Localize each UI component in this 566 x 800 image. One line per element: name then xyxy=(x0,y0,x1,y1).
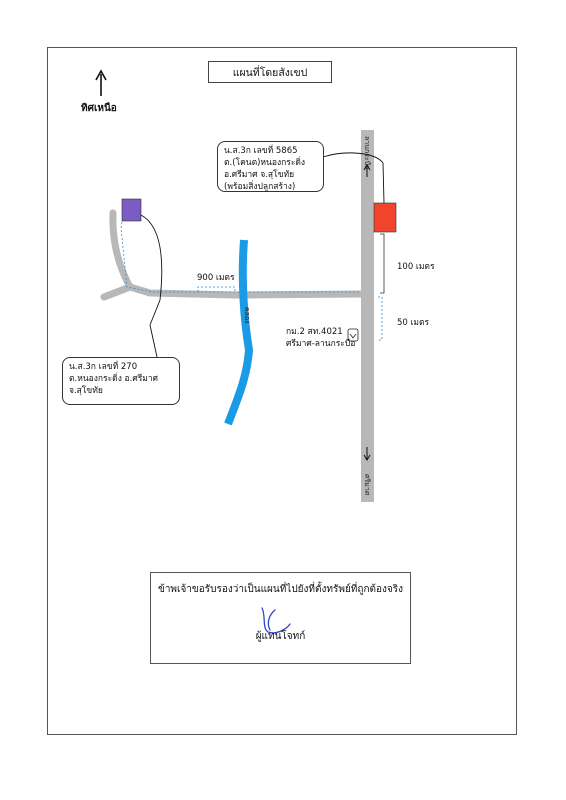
branch-road xyxy=(113,213,130,287)
property-bottom-marker xyxy=(122,199,141,221)
distance-100-bracket xyxy=(380,234,384,293)
callout-top-line3: อ.ศรีมาศ จ.สุโขทัย xyxy=(224,170,295,180)
road-south-label: ศรีมาศ xyxy=(363,474,371,496)
main-road xyxy=(361,130,374,502)
callout-bottom-line1: น.ส.3ก เลขที่ 270 xyxy=(69,362,138,372)
north-arrow-icon xyxy=(96,71,106,96)
callout-bottom-property xyxy=(62,357,180,405)
callout-top-property xyxy=(217,141,324,192)
callout-top-line2: ต.(โคนต)หนองกระดิ่ง xyxy=(224,158,306,168)
km-marker-line2: ศรีมาศ-ลานกระบือ xyxy=(286,339,356,349)
leader-line-bottom xyxy=(141,215,162,357)
distance-100-label: 100 เมตร xyxy=(397,262,435,272)
canal-label: คลอง xyxy=(243,307,251,324)
signer-label: ผู้แทนโจทก์ xyxy=(255,631,306,642)
km-marker-label xyxy=(286,326,355,350)
road-north-label: ลานกระบือ xyxy=(363,136,371,170)
certification-box xyxy=(150,572,411,664)
certification-text: ข้าพเจ้าขอรับรองว่าเป็นแผนที่ไปยังที่ตั้งทรัพย์ที่ถูกต้องจริง xyxy=(157,584,404,595)
map-title: แผนที่โดยสังเขป xyxy=(208,61,332,83)
km-marker-line1: กม.2 สท.4021 xyxy=(286,327,343,337)
distance-50-bracket xyxy=(378,297,382,340)
distance-50-label: 50 เมตร xyxy=(397,318,430,328)
leader-line-top xyxy=(323,153,384,203)
north-label: ทิศเหนือ xyxy=(81,103,117,114)
property-top-marker xyxy=(374,203,396,232)
distance-900-label: 900 เมตร xyxy=(197,273,235,283)
left-spur-road xyxy=(104,287,130,297)
canal xyxy=(228,240,249,424)
callout-bottom-line3: จ.สุโขทัย xyxy=(69,386,103,396)
callout-bottom-line2: ต.หนองกระดิ่ง อ.ศรีมาศ xyxy=(69,374,159,384)
callout-top-line4: (พร้อมสิ่งปลูกสร้าง) xyxy=(224,182,296,192)
callout-top-line1: น.ส.3ก เลขที่ 5865 xyxy=(224,146,298,156)
